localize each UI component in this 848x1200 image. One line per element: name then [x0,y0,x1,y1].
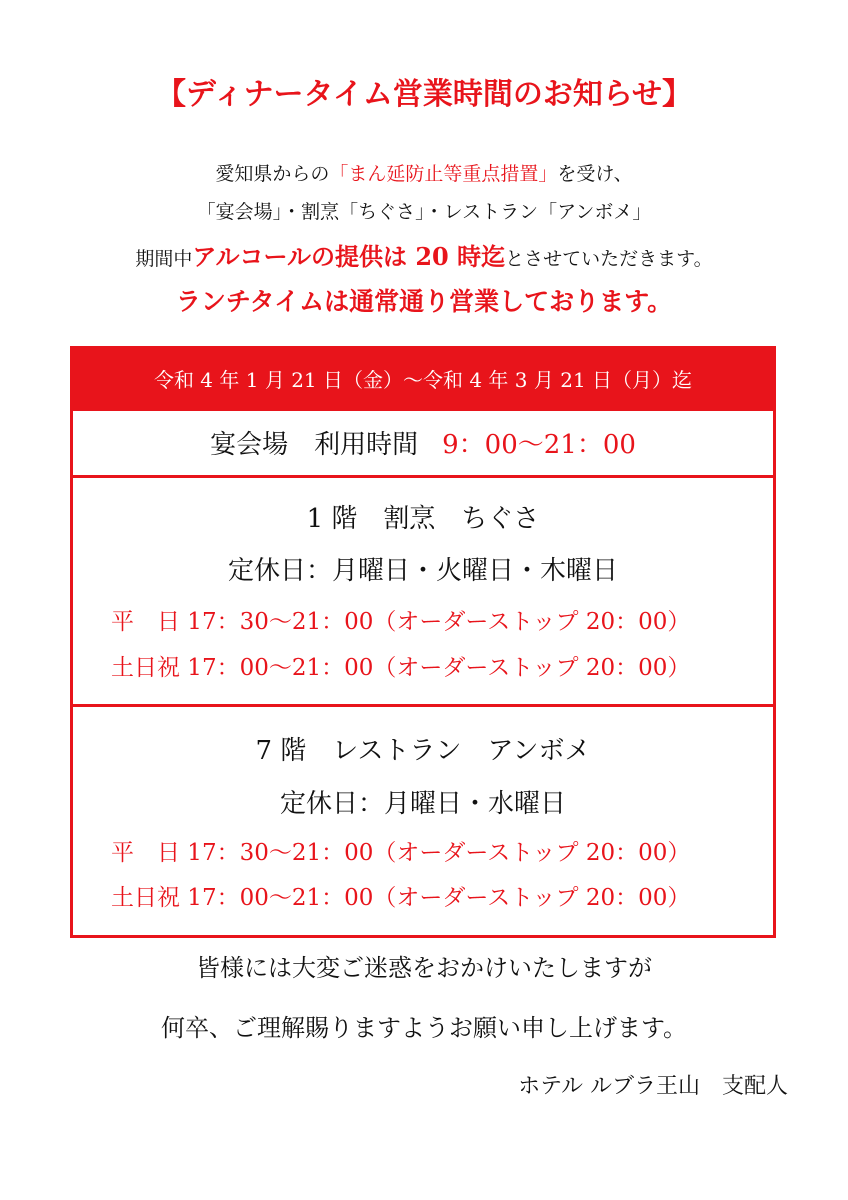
intro-line-3-suffix: とさせていただきます。 [505,248,713,270]
weekday-hours-amboise: 平 日 17：30〜21：00（オーダーストップ 20：00） [111,840,691,866]
period-banner: 令和 4 年 1 月 21 日（金）〜令和 4 年 3 月 21 日（月）迄 [73,349,773,411]
intro-line-3-highlight: アルコールの提供は 20 時迄 [192,242,506,271]
intro-line-1-suffix: を受け、 [557,163,633,185]
intro-line-1-prefix: 愛知県からの [215,163,330,185]
banquet-hours [73,425,773,465]
schedule-box [70,346,776,938]
intro-line-1 [0,160,848,188]
intro-line-2: 「宴会場」・割烹「ちぐさ」・レストラン「アンボメ」 [196,201,652,223]
notice-title: 【ディナータイム営業時間のお知らせ】 [155,77,693,112]
intro-line-1-highlight: 「まん延防止等重点措置」 [329,163,558,185]
closing-line-1: 皆様には大変ご迷惑をおかけいたしますが [196,954,652,982]
section-divider [73,704,773,707]
weekend-hours-amboise: 土日祝 17：00〜21：00（オーダーストップ 20：00） [111,885,691,911]
intro-line-3-prefix: 期間中 [135,248,193,270]
banquet-time: 9：00〜21：00 [442,430,636,460]
section-divider [73,475,773,478]
closed-days-chigusa: 定休日：月曜日・火曜日・木曜日 [227,556,618,586]
closing-line-2: 何卒、ご理解賜りますようお願い申し上げます。 [160,1014,688,1042]
weekday-hours-chigusa: 平 日 17：30〜21：00（オーダーストップ 20：00） [111,609,691,635]
signature: ホテル ルブラ王山 支配人 [518,1074,788,1099]
banquet-label: 宴会場 利用時間 [210,430,419,460]
intro-line-3 [0,240,848,276]
venue-name-amboise: 7 階 レストラン アンボメ [255,736,591,766]
venue-name-chigusa: 1 階 割烹 ちぐさ [306,504,540,534]
weekend-hours-chigusa: 土日祝 17：00〜21：00（オーダーストップ 20：00） [111,655,691,681]
closed-days-amboise: 定休日：月曜日・水曜日 [279,789,566,819]
intro-line-4: ランチタイムは通常通り営業しております。 [175,287,673,316]
